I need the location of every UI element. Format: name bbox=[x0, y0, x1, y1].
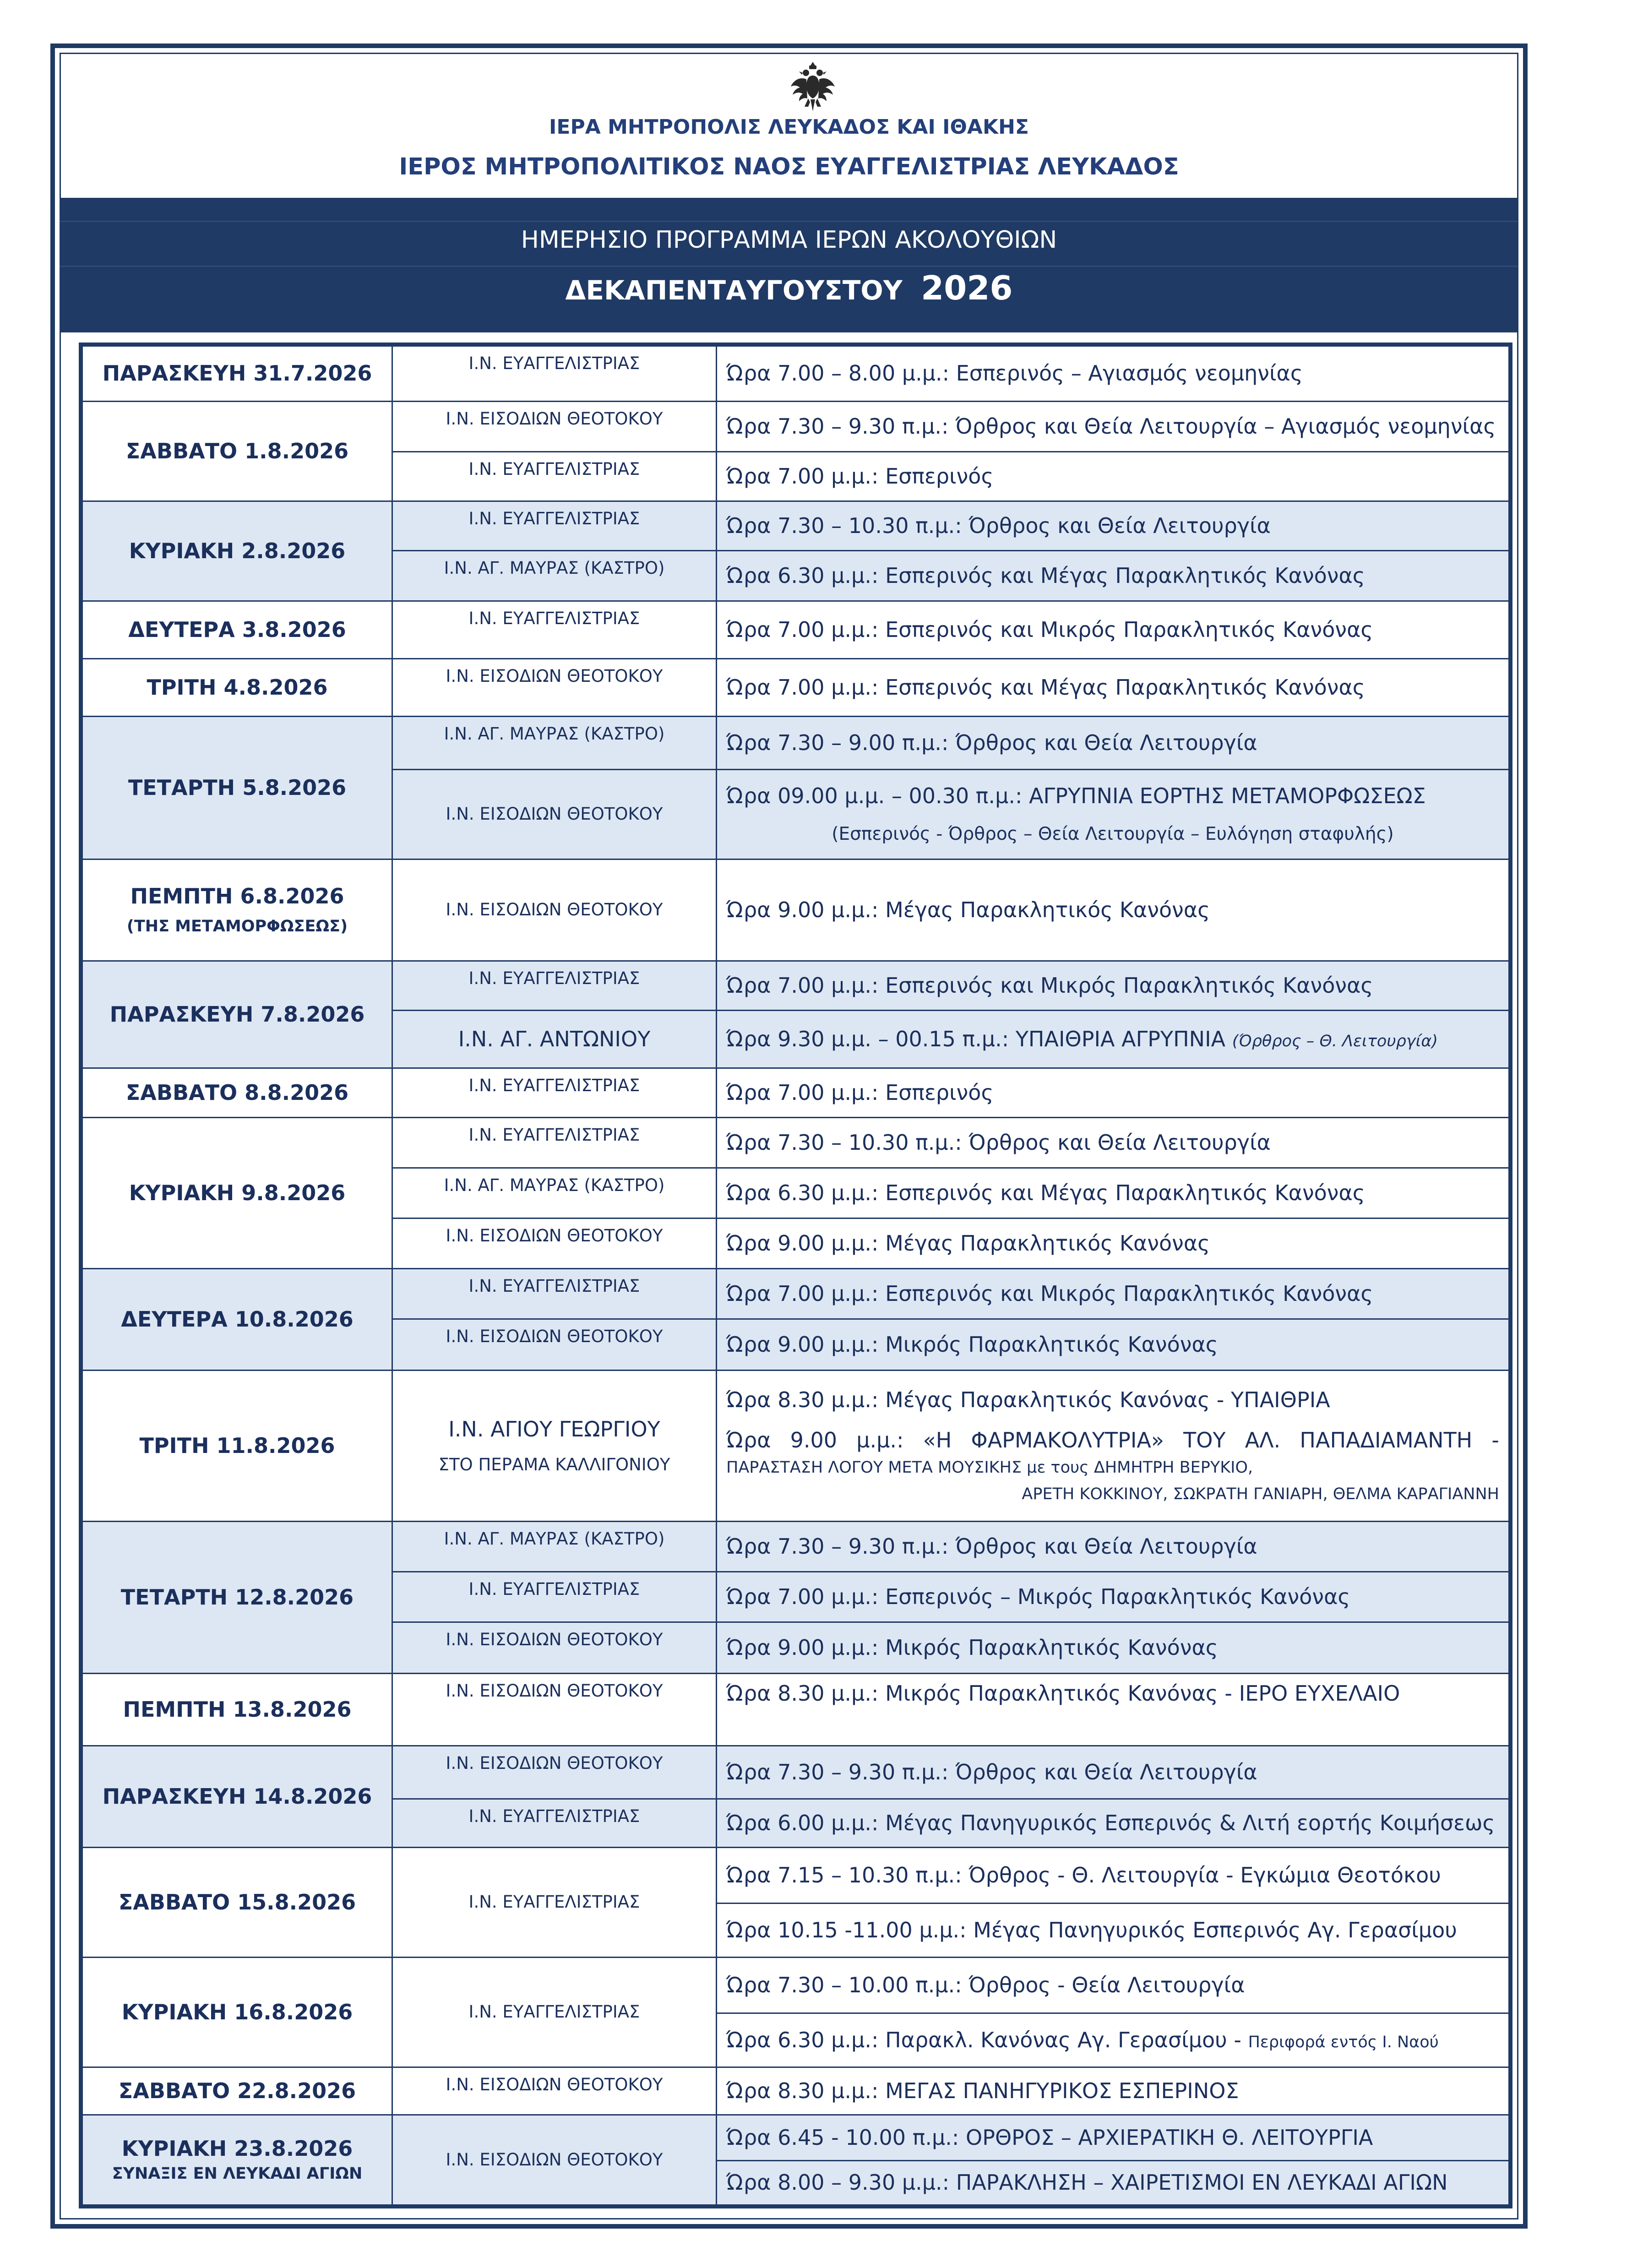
church-cell bbox=[392, 1371, 717, 1522]
service-text: Ώρα 7.00 μ.μ.: Εσπερινός bbox=[726, 1080, 994, 1105]
day-cell bbox=[81, 601, 392, 659]
service-text: Ώρα 7.30 – 9.30 π.μ.: Όρθρος και Θεία Λειτουργία – Αγιασμός νεομηνίας bbox=[726, 413, 1496, 439]
service-cell bbox=[717, 659, 1511, 717]
church-label: Ι.Ν. ΕΙΣΟΔΙΩΝ ΘΕΟΤΟΚΟΥ bbox=[446, 1681, 663, 1701]
service-text: Ώρα 7.30 – 9.30 π.μ.: Όρθρος και Θεία Λειτουργία bbox=[726, 1534, 1257, 1559]
church-label: Ι.Ν. ΕΥΑΓΓΕΛΙΣΤΡΙΑΣ bbox=[468, 1806, 640, 1826]
service-cell bbox=[717, 345, 1511, 402]
service-text: Ώρα 7.30 – 9.00 π.μ.: Όρθρος και Θεία Λειτουργία bbox=[726, 730, 1257, 755]
day-label: ΚΥΡΙΑΚΗ 23.8.2026 bbox=[121, 2136, 353, 2161]
service-text: Ώρα 6.30 μ.μ.: Εσπερινός και Μέγας Παρακλητικός Κανόνας bbox=[726, 1180, 1365, 1205]
service-cell bbox=[717, 2115, 1511, 2161]
service-cell bbox=[717, 717, 1511, 770]
service-cell bbox=[717, 1269, 1511, 1319]
table-row bbox=[81, 402, 1511, 452]
day-cell bbox=[81, 859, 392, 961]
service-text: Ώρα 6.30 μ.μ.: Παρακλ. Κανόνας Αγ. Γερασίμου - bbox=[726, 2027, 1241, 2052]
day-label: ΠΕΜΠΤΗ 13.8.2026 bbox=[123, 1697, 352, 1722]
service-cell bbox=[717, 1904, 1511, 1958]
church-label: Ι.Ν. ΑΓ. ΜΑΥΡΑΣ (ΚΑΣΤΡΟ) bbox=[444, 558, 665, 578]
day-label: ΤΕΤΑΡΤΗ 12.8.2026 bbox=[120, 1584, 354, 1610]
day-cell bbox=[81, 2115, 392, 2207]
church-label: Ι.Ν. ΕΙΣΟΔΙΩΝ ΘΕΟΤΟΚΟΥ bbox=[446, 1327, 663, 1346]
day-cell bbox=[81, 1958, 392, 2067]
church-label: Ι.Ν. ΑΓ. ΜΑΥΡΑΣ (ΚΑΣΤΡΟ) bbox=[444, 724, 665, 744]
church-label: Ι.Ν. ΕΙΣΟΔΙΩΝ ΘΕΟΤΟΚΟΥ bbox=[446, 900, 663, 920]
table-row bbox=[81, 1068, 1511, 1118]
church-label: Ι.Ν. ΕΙΣΟΔΙΩΝ ΘΕΟΤΟΚΟΥ bbox=[446, 666, 663, 686]
church-cell bbox=[392, 1168, 717, 1218]
service-text: Ώρα 09.00 μ.μ. – 00.30 π.μ.: ΑΓΡΥΠΝΙΑ ΕΟΡΤΗΣ ΜΕΤΑΜΟΡΦΩΣΕΩΣ bbox=[726, 783, 1426, 809]
table-row bbox=[81, 2067, 1511, 2115]
church-cell bbox=[392, 1522, 717, 1572]
service-text: Ώρα 7.00 – 8.00 μ.μ.: Εσπερινός – Αγιασμός νεομηνίας bbox=[726, 361, 1303, 386]
day-cell bbox=[81, 345, 392, 402]
day-cell bbox=[81, 2067, 392, 2115]
day-cell bbox=[81, 1118, 392, 1269]
church-cell bbox=[392, 717, 717, 770]
service-text: Ώρα 7.00 μ.μ.: Εσπερινός – Μικρός Παρακλητικός Κανόνας bbox=[726, 1584, 1350, 1609]
service-cell bbox=[717, 601, 1511, 659]
church-cell bbox=[392, 1319, 717, 1371]
service-note: (Εσπερινός - Όρθρος – Θεία Λειτουργία – Ευλόγηση σταφυλής) bbox=[832, 823, 1394, 844]
church-cell bbox=[392, 1218, 717, 1269]
service-cell bbox=[717, 961, 1511, 1011]
service-italic-note: (Όρθρος – Θ. Λειτουργία) bbox=[1232, 1032, 1438, 1050]
table-row bbox=[81, 2115, 1511, 2161]
church-label: Ι.Ν. ΕΥΑΓΓΕΛΙΣΤΡΙΑΣ bbox=[468, 1579, 640, 1599]
church-label: Ι.Ν. ΕΥΑΓΓΕΛΙΣΤΡΙΑΣ bbox=[468, 354, 640, 373]
church-label: Ι.Ν. ΕΙΣΟΔΙΩΝ ΘΕΟΤΟΚΟΥ bbox=[446, 1753, 663, 1773]
table-row bbox=[81, 501, 1511, 551]
day-label: ΤΡΙΤΗ 11.8.2026 bbox=[139, 1433, 335, 1458]
day-cell bbox=[81, 1674, 392, 1746]
period-label: ΔΕΚΑΠΕΝΤΑΥΓΟΥΣΤΟΥ bbox=[565, 275, 903, 306]
table-row bbox=[81, 1522, 1511, 1572]
period-year: 2026 bbox=[921, 269, 1013, 307]
table-row bbox=[81, 1118, 1511, 1168]
church-label: Ι.Ν. ΕΙΣΟΔΙΩΝ ΘΕΟΤΟΚΟΥ bbox=[446, 1630, 663, 1649]
service-cell bbox=[717, 1746, 1511, 1799]
day-label: ΣΑΒΒΑΤΟ 1.8.2026 bbox=[125, 438, 349, 463]
church-label: Ι.Ν. ΑΓ. ΜΑΥΡΑΣ (ΚΑΣΤΡΟ) bbox=[444, 1529, 665, 1549]
service-text: Ώρα 7.00 μ.μ.: Εσπερινός και Μέγας Παρακλητικός Κανόνας bbox=[726, 674, 1365, 700]
day-note: (ΤΗΣ ΜΕΤΑΜΟΡΦΩΣΕΩΣ) bbox=[126, 917, 348, 936]
church-cell bbox=[392, 1118, 717, 1168]
service-text: Ώρα 8.00 – 9.30 μ.μ.: ΠΑΡΑΚΛΗΣΗ – ΧΑΙΡΕΤΙΣΜΟΙ ΕΝ ΛΕΥΚΑΔΙ ΑΓΙΩΝ bbox=[726, 2170, 1448, 2195]
day-label: ΤΡΙΤΗ 4.8.2026 bbox=[147, 674, 328, 700]
service-cell bbox=[717, 402, 1511, 452]
service-text: Ώρα 8.30 μ.μ.: ΜΕΓΑΣ ΠΑΝΗΓΥΡΙΚΟΣ ΕΣΠΕΡΙΝΟΣ bbox=[726, 2078, 1239, 2103]
church-label: Ι.Ν. ΑΓΙΟΥ ΓΕΩΡΓΙΟΥ bbox=[448, 1416, 660, 1441]
service-text: Ώρα 9.30 μ.μ. – 00.15 π.μ.: ΥΠΑΙΘΡΙΑ ΑΓΡΥΠΝΙΑ bbox=[726, 1026, 1226, 1051]
church-cell bbox=[392, 402, 717, 452]
day-cell bbox=[81, 1068, 392, 1118]
day-cell bbox=[81, 1269, 392, 1371]
day-label: ΣΑΒΒΑΤΟ 15.8.2026 bbox=[118, 1889, 356, 1914]
service-cell bbox=[717, 1848, 1511, 1904]
day-label: ΚΥΡΙΑΚΗ 2.8.2026 bbox=[129, 538, 346, 563]
service-text: Ώρα 9.00 μ.μ.: Μικρός Παρακλητικός Κανόνας bbox=[726, 1332, 1218, 1357]
day-cell bbox=[81, 961, 392, 1068]
table-row bbox=[81, 1958, 1511, 2013]
service-text: Ώρα 8.30 μ.μ.: Μικρός Παρακλητικός Κανόνας - ΙΕΡΟ ΕΥΧΕΛΑΙΟ bbox=[726, 1681, 1400, 1706]
banner-divider bbox=[60, 221, 1518, 222]
table-row bbox=[81, 1269, 1511, 1319]
church-cell bbox=[392, 1011, 717, 1068]
church-label: Ι.Ν. ΕΙΣΟΔΙΩΝ ΘΕΟΤΟΚΟΥ bbox=[446, 1226, 663, 1245]
service-text: Ώρα 7.00 μ.μ.: Εσπερινός bbox=[726, 463, 994, 489]
service-text: ΑΡΕΤΗ ΚΟΚΚΙΝΟΥ, ΣΩΚΡΑΤΗ ΓΑΝΙΑΡΗ, ΘΕΛΜΑ ΚΑΡΑΓΙΑΝΝΗ bbox=[1022, 1485, 1499, 1503]
table-row bbox=[81, 961, 1511, 1011]
service-text: Ώρα 6.00 μ.μ.: Μέγας Πανηγυρικός Εσπερινός & Λιτή εορτής Κοιμήσεως bbox=[726, 1810, 1495, 1835]
church-cell bbox=[392, 1848, 717, 1958]
church-cell bbox=[392, 961, 717, 1011]
service-text: Ώρα 7.15 – 10.30 π.μ.: Όρθρος - Θ. Λειτουργία - Εγκώμια Θεοτόκου bbox=[726, 1862, 1441, 1887]
day-cell bbox=[81, 402, 392, 501]
service-cell bbox=[717, 1118, 1511, 1168]
church-label: Ι.Ν. ΕΥΑΓΓΕΛΙΣΤΡΙΑΣ bbox=[468, 1276, 640, 1296]
schedule-table bbox=[79, 343, 1512, 2208]
table-row bbox=[81, 659, 1511, 717]
day-label: ΣΑΒΒΑΤΟ 22.8.2026 bbox=[118, 2078, 356, 2103]
service-text: Ώρα 9.00 μ.μ.: Μέγας Παρακλητικός Κανόνας bbox=[726, 1230, 1210, 1256]
table-row bbox=[81, 859, 1511, 961]
church-cell bbox=[392, 770, 717, 859]
table-row bbox=[81, 345, 1511, 402]
title-banner bbox=[60, 198, 1518, 332]
service-text: Ώρα 7.00 μ.μ.: Εσπερινός και Μικρός Παρακλητικός Κανόνας bbox=[726, 617, 1373, 642]
table-row bbox=[81, 1746, 1511, 1799]
church-label: Ι.Ν. ΕΥΑΓΓΕΛΙΣΤΡΙΑΣ bbox=[468, 1892, 640, 1912]
service-cell bbox=[717, 859, 1511, 961]
service-cell bbox=[717, 551, 1511, 601]
church-cell bbox=[392, 601, 717, 659]
church-label: Ι.Ν. ΕΙΣΟΔΙΩΝ ΘΕΟΤΟΚΟΥ bbox=[446, 409, 663, 429]
service-text: Ώρα 7.30 – 10.00 π.μ.: Όρθρος - Θεία Λειτουργία bbox=[726, 1972, 1245, 1997]
church-cell bbox=[392, 2067, 717, 2115]
church-cell bbox=[392, 659, 717, 717]
day-cell bbox=[81, 1746, 392, 1848]
service-cell bbox=[717, 770, 1511, 859]
church-cell bbox=[392, 551, 717, 601]
church-label: Ι.Ν. ΕΙΣΟΔΙΩΝ ΘΕΟΤΟΚΟΥ bbox=[446, 2149, 663, 2170]
cathedral-title: ΙΕΡΟΣ ΜΗΤΡΟΠΟΛΙΤΙΚΟΣ ΝΑΟΣ ΕΥΑΓΓΕΛΙΣΤΡΙΑΣ ΛΕΥΚΑΔΟΣ bbox=[399, 153, 1179, 180]
service-text: Ώρα 10.15 -11.00 μ.μ.: Μέγας Πανηγυρικός Εσπερινός Αγ. Γερασίμου bbox=[726, 1917, 1457, 1942]
service-cell bbox=[717, 1572, 1511, 1622]
day-cell bbox=[81, 1522, 392, 1674]
service-text: Ώρα 9.00 μ.μ.: Μικρός Παρακλητικός Κανόνας bbox=[726, 1635, 1218, 1660]
church-cell bbox=[392, 1799, 717, 1848]
day-label: ΠΕΜΠΤΗ 6.8.2026 bbox=[130, 883, 344, 908]
church-label: Ι.Ν. ΕΥΑΓΓΕΛΙΣΤΡΙΑΣ bbox=[468, 609, 640, 628]
service-cell bbox=[717, 1371, 1511, 1522]
service-note: Περιφορά εντός Ι. Ναού bbox=[1248, 2033, 1439, 2051]
church-cell bbox=[392, 345, 717, 402]
service-cell bbox=[717, 1622, 1511, 1674]
double-headed-eagle-icon bbox=[788, 57, 838, 117]
church-cell bbox=[392, 2115, 717, 2207]
day-cell bbox=[81, 501, 392, 601]
service-cell bbox=[717, 2013, 1511, 2067]
church-cell bbox=[392, 452, 717, 501]
church-label: Ι.Ν. ΕΥΑΓΓΕΛΙΣΤΡΙΑΣ bbox=[468, 1076, 640, 1095]
day-label: ΠΑΡΑΣΚΕΥΗ 31.7.2026 bbox=[102, 361, 372, 386]
church-label: Ι.Ν. ΑΓ. ΑΝΤΩΝΙΟΥ bbox=[458, 1026, 651, 1051]
church-cell bbox=[392, 1572, 717, 1622]
church-label: Ι.Ν. ΕΥΑΓΓΕΛΙΣΤΡΙΑΣ bbox=[468, 1125, 640, 1145]
day-label: ΠΑΡΑΣΚΕΥΗ 14.8.2026 bbox=[102, 1784, 372, 1809]
church-cell bbox=[392, 1269, 717, 1319]
church-cell bbox=[392, 1622, 717, 1674]
day-label: ΔΕΥΤΕΡΑ 3.8.2026 bbox=[128, 617, 346, 642]
service-cell bbox=[717, 1958, 1511, 2013]
service-cell bbox=[717, 501, 1511, 551]
church-label: Ι.Ν. ΕΥΑΓΓΕΛΙΣΤΡΙΑΣ bbox=[468, 509, 640, 528]
service-cell bbox=[717, 1068, 1511, 1118]
church-cell bbox=[392, 501, 717, 551]
service-text: Ώρα 7.30 – 10.30 π.μ.: Όρθρος και Θεία Λειτουργία bbox=[726, 1130, 1271, 1155]
service-text: Ώρα 9.00 μ.μ.: Μέγας Παρακλητικός Κανόνας bbox=[726, 897, 1210, 922]
day-label: ΔΕΥΤΕΡΑ 10.8.2026 bbox=[121, 1306, 354, 1332]
metropolis-title: ΙΕΡΑ ΜΗΤΡΟΠΟΛΙΣ ΛΕΥΚΑΔΟΣ ΚΑΙ ΙΘΑΚΗΣ bbox=[549, 115, 1029, 139]
service-cell bbox=[717, 2067, 1511, 2115]
church-label: Ι.Ν. ΕΥΑΓΓΕΛΙΣΤΡΙΑΣ bbox=[468, 968, 640, 988]
day-note: ΣΥΝΑΞΙΣ ΕΝ ΛΕΥΚΑΔΙ ΑΓΙΩΝ bbox=[112, 2164, 363, 2183]
church-label: Ι.Ν. ΕΥΑΓΓΕΛΙΣΤΡΙΑΣ bbox=[468, 459, 640, 479]
table-row bbox=[81, 1371, 1511, 1522]
service-text: Ώρα 7.00 μ.μ.: Εσπερινός και Μικρός Παρακλητικός Κανόνας bbox=[726, 1281, 1373, 1306]
table-row bbox=[81, 1674, 1511, 1746]
church-note: ΣΤΟ ΠΕΡΑΜΑ ΚΑΛΛΙΓΟΝΙΟΥ bbox=[438, 1455, 670, 1475]
church-cell bbox=[392, 1958, 717, 2067]
service-text: ΠΑΡΑΣΤΑΣΗ ΛΟΓΟΥ ΜΕΤΑ ΜΟΥΣΙΚΗΣ με τους ΔΗΜΗΤΡΗ ΒΕΡΥΚΙΟ, bbox=[726, 1458, 1253, 1477]
church-cell bbox=[392, 1068, 717, 1118]
service-cell bbox=[717, 1799, 1511, 1848]
banner-divider bbox=[60, 266, 1518, 267]
day-label: ΤΕΤΑΡΤΗ 5.8.2026 bbox=[128, 775, 347, 800]
service-text: Ώρα 8.30 μ.μ.: Μέγας Παρακλητικός Κανόνας - ΥΠΑΙΘΡΙΑ bbox=[726, 1387, 1330, 1413]
service-cell bbox=[717, 1319, 1511, 1371]
church-cell bbox=[392, 859, 717, 961]
service-cell bbox=[717, 2161, 1511, 2207]
day-label: ΠΑΡΑΣΚΕΥΗ 7.8.2026 bbox=[109, 1001, 365, 1027]
service-text: Ώρα 6.30 μ.μ.: Εσπερινός και Μέγας Παρακλητικός Κανόνας bbox=[726, 563, 1365, 588]
service-cell bbox=[717, 1522, 1511, 1572]
service-text: Ώρα 7.30 – 9.30 π.μ.: Όρθρος και Θεία Λειτουργία bbox=[726, 1759, 1257, 1784]
service-cell bbox=[717, 1011, 1511, 1068]
schedule-period bbox=[60, 269, 1518, 307]
day-label: ΚΥΡΙΑΚΗ 16.8.2026 bbox=[121, 1999, 353, 2024]
service-cell bbox=[717, 1168, 1511, 1218]
church-label: Ι.Ν. ΕΙΣΟΔΙΩΝ ΘΕΟΤΟΚΟΥ bbox=[446, 804, 663, 824]
table-row bbox=[81, 717, 1511, 770]
day-cell bbox=[81, 1848, 392, 1958]
day-label: ΚΥΡΙΑΚΗ 9.8.2026 bbox=[129, 1180, 346, 1205]
schedule-title: ΗΜΕΡΗΣΙΟ ΠΡΟΓΡΑΜΜΑ ΙΕΡΩΝ ΑΚΟΛΟΥΘΙΩΝ bbox=[521, 226, 1057, 254]
service-cell bbox=[717, 452, 1511, 501]
service-text: Ώρα 7.00 μ.μ.: Εσπερινός και Μικρός Παρακλητικός Κανόνας bbox=[726, 973, 1373, 998]
day-label: ΣΑΒΒΑΤΟ 8.8.2026 bbox=[125, 1080, 349, 1105]
table-row bbox=[81, 601, 1511, 659]
table-row bbox=[81, 1848, 1511, 1904]
service-text: Ώρα 6.45 - 10.00 π.μ.: ΟΡΘΡΟΣ – ΑΡΧΙΕΡΑΤΙΚΗ Θ. ΛΕΙΤΟΥΡΓΙΑ bbox=[726, 2125, 1373, 2150]
church-cell bbox=[392, 1746, 717, 1799]
church-label: Ι.Ν. ΕΙΣΟΔΙΩΝ ΘΕΟΤΟΚΟΥ bbox=[446, 2075, 663, 2094]
service-text: Ώρα 7.30 – 10.30 π.μ.: Όρθρος και Θεία Λειτουργία bbox=[726, 513, 1271, 538]
day-cell bbox=[81, 1371, 392, 1522]
church-label: Ι.Ν. ΑΓ. ΜΑΥΡΑΣ (ΚΑΣΤΡΟ) bbox=[444, 1175, 665, 1195]
service-cell bbox=[717, 1218, 1511, 1269]
service-text: Ώρα 9.00 μ.μ.: «Η ΦΑΡΜΑΚΟΛΥΤΡΙΑ» ΤΟΥ ΑΛ. ΠΑΠΑΔΙΑΜΑΝΤΗ - bbox=[726, 1427, 1499, 1452]
service-cell bbox=[717, 1674, 1511, 1746]
day-cell bbox=[81, 717, 392, 859]
church-label: Ι.Ν. ΕΥΑΓΓΕΛΙΣΤΡΙΑΣ bbox=[468, 2002, 640, 2022]
day-cell bbox=[81, 659, 392, 717]
church-cell bbox=[392, 1674, 717, 1746]
